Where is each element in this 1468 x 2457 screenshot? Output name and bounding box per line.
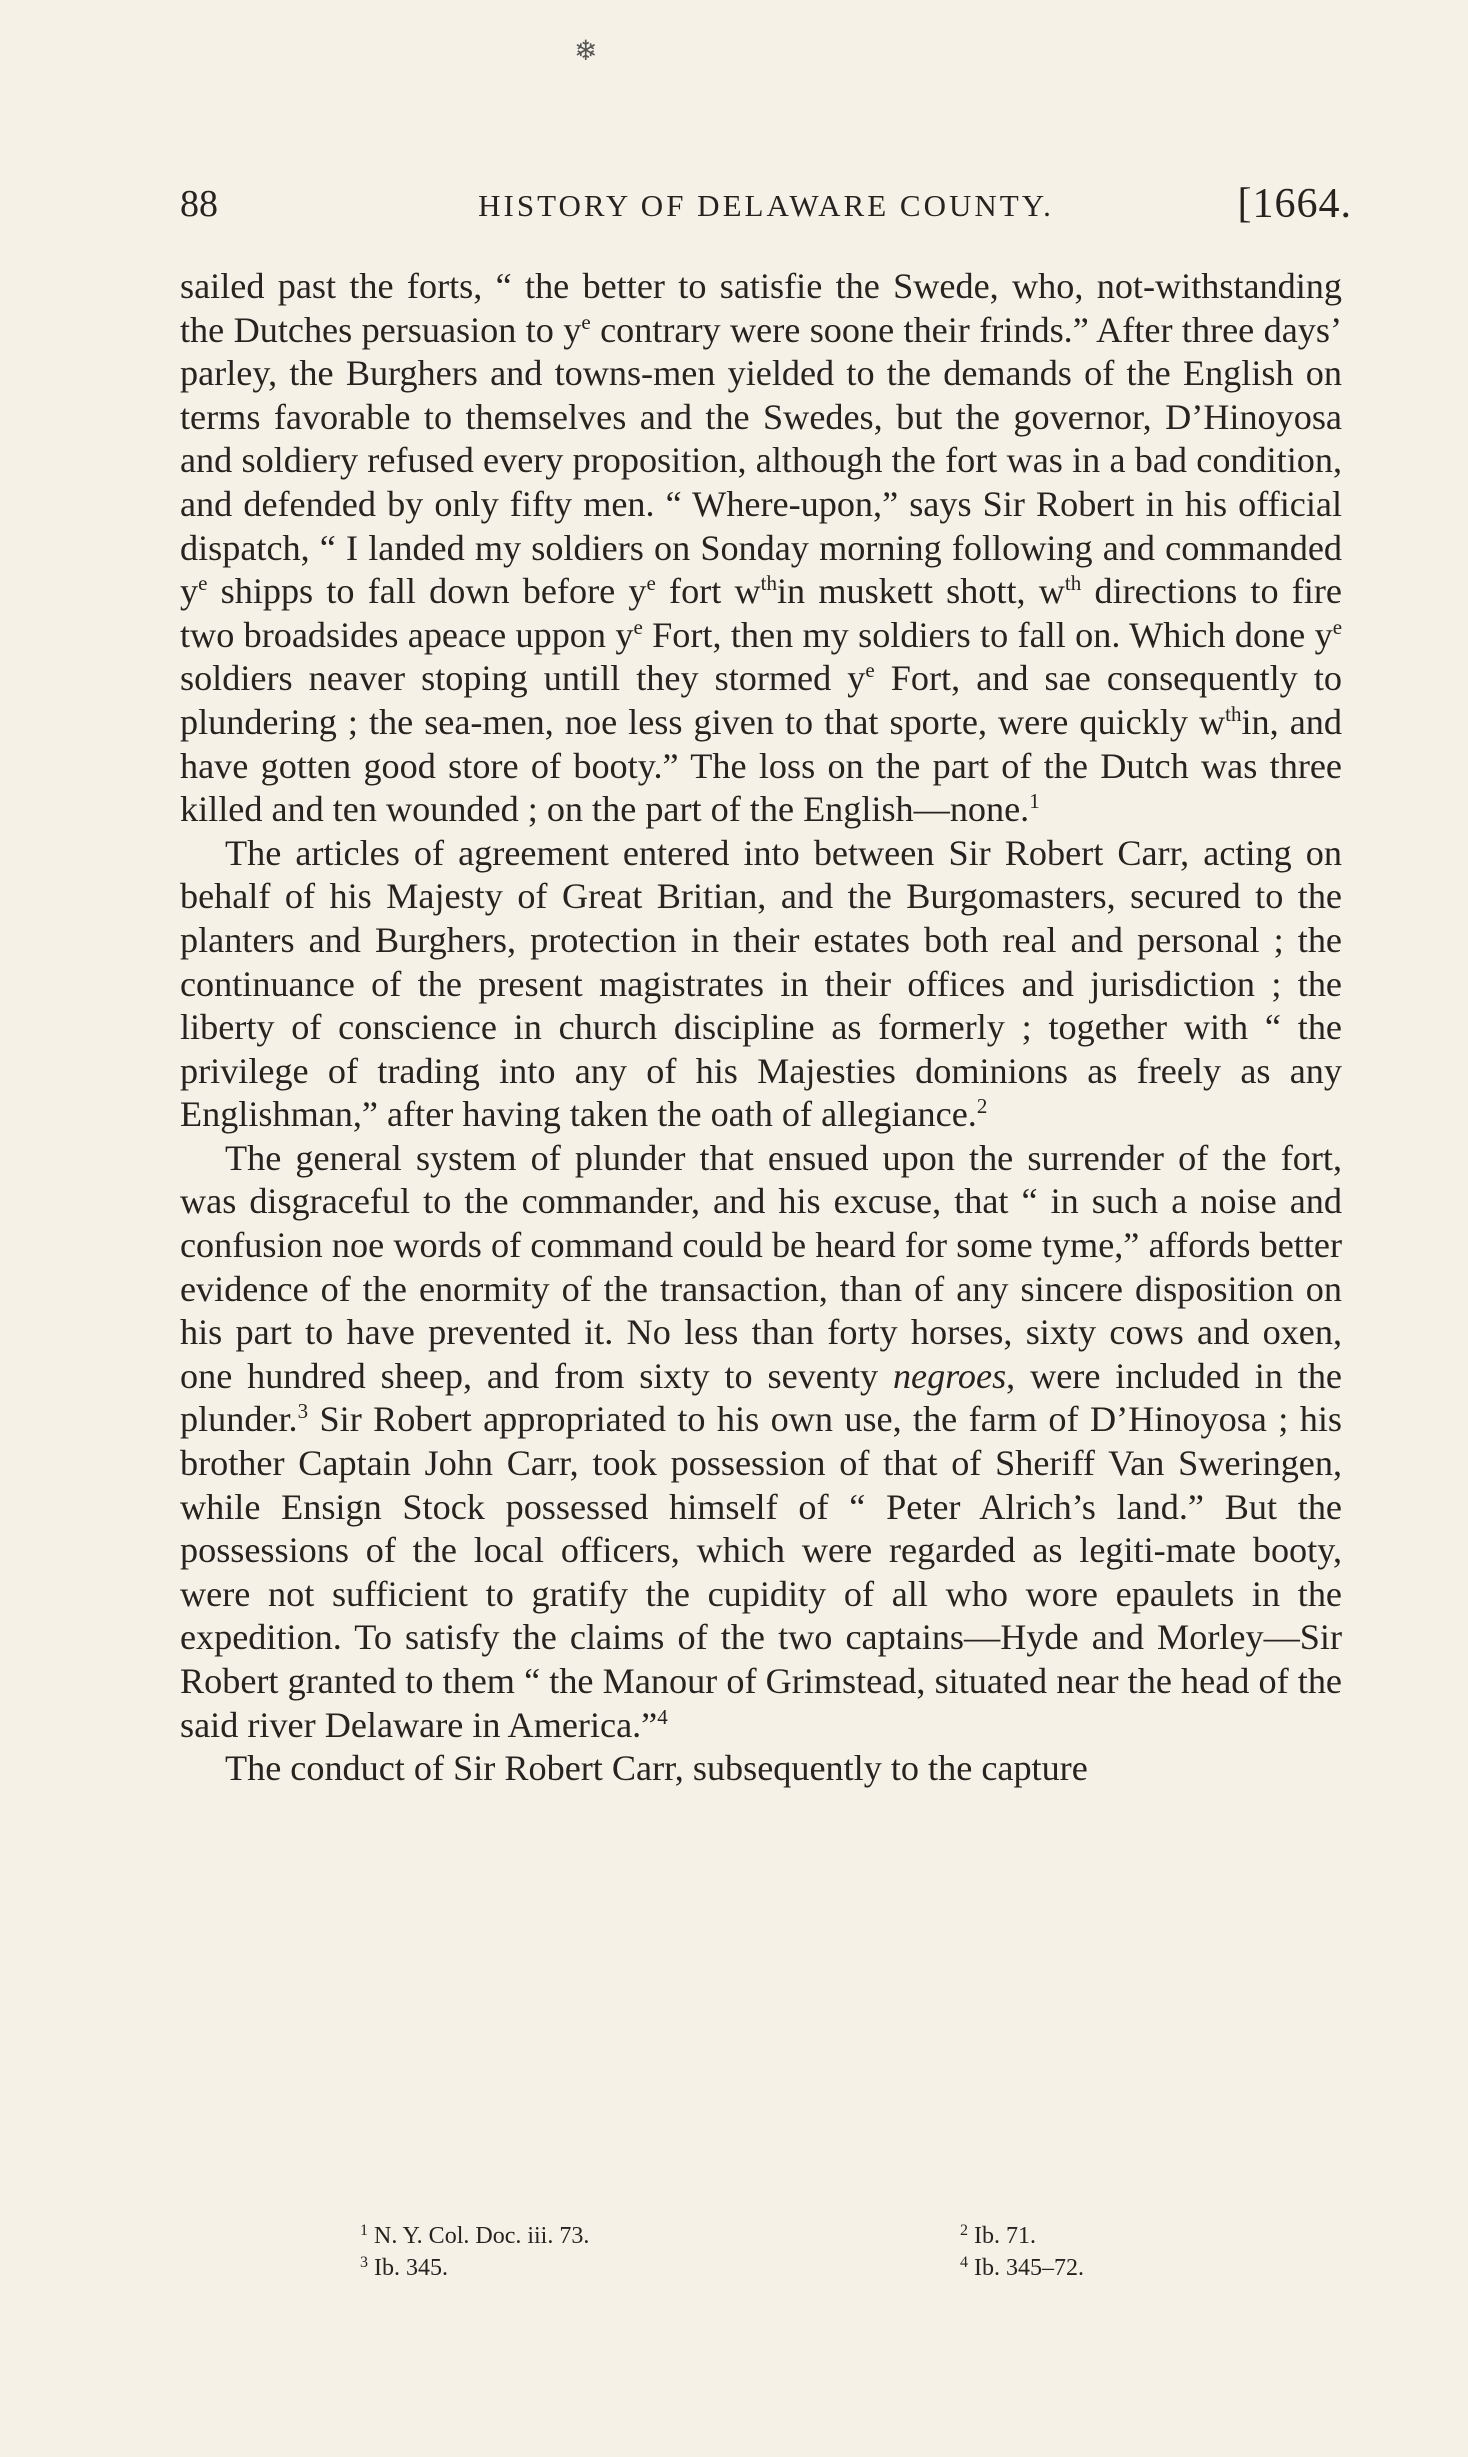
text-run: soldiers neaver stoping untill they stormed y: [180, 658, 866, 699]
running-title: HISTORY OF DELAWARE COUNTY.: [478, 188, 1054, 223]
text-run: , were included in the plunder.: [180, 1355, 1342, 1440]
text-run: The general system of plunder that ensued upon the surrender of the fort, was disgraceful to the commander, and his excuse, that “ in such a noise and confusion noe words of command could be heard for some tyme,” affords better evidence of the enormity of the transaction, than of any sincere disposition on his part to have prevented it. No less than forty horses, sixty cows and oxen, one hundred sheep, and from sixty to seventy: [180, 1137, 1342, 1396]
superscript: 1: [1029, 789, 1040, 814]
footnote-3: $^3$ Ib. 345.: [360, 2254, 448, 2281]
footnote-1: $^1$ N. Y. Col. Doc. iii. 73.: [360, 2222, 590, 2249]
italic-text: negroes: [892, 1355, 1007, 1396]
text-run: Fort, then my soldiers to fall on. Which done y: [642, 614, 1333, 655]
text-run: in muskett shott, w: [776, 571, 1065, 612]
text-run: The conduct of Sir Robert Carr, subsequently to the capture: [225, 1748, 1088, 1789]
text-run: contrary were soone their frinds.” After three days’ parley, the Burghers and towns-men yielded to the demands of the English on terms favorable to themselves and the Swedes, but the governor, D’Hinoyosa and soldiery refused every proposition, although the fort was in a bad condition, and defended by only fifty men. “ Where-upon,” says Sir Robert in his official dispatch, “ I landed my soldiers on Sonday morning following and commanded y: [180, 309, 1342, 612]
footnote-4: $^4$ Ib. 345–72.: [960, 2254, 1084, 2281]
paragraph: [180, 265, 1342, 832]
superscript: 3: [297, 1399, 309, 1424]
page-header: [180, 182, 1352, 242]
text-run: fort w: [655, 571, 761, 612]
text-run: The articles of agreement entered into between Sir Robert Carr, acting on behalf of his Majesty of Great Britian, and the Burgomasters, secured to the planters and Burghers, protection in their estates both real and personal ; the continuance of the present magistrates in their offices and jurisdiction ; the liberty of conscience in church discipline as formerly ; together with “ the privilege of trading into any of his Majesties dominions as freely as any Englishman,” after having taken the oath of allegiance.: [180, 832, 1342, 1135]
superscript: th: [1064, 571, 1082, 596]
text-run: in, and have gotten good store of booty.” The loss on the part of the Dutch was three killed and ten wounded ; on the part of the English—none.: [180, 701, 1342, 830]
superscript: e: [198, 571, 208, 596]
superscript: 4: [657, 1704, 668, 1729]
footnote-2: $^2$ Ib. 71.: [960, 2222, 1036, 2249]
print-mark: ❄: [574, 36, 598, 67]
text-run: Fort, and sae consequently to plundering ; the sea-men, noe less given to that sporte, were quickly w: [180, 658, 1342, 742]
superscript: e: [865, 658, 875, 683]
page-number: 88: [180, 183, 218, 225]
body-text: [180, 265, 1342, 1791]
text-run: shipps to fall down before y: [207, 571, 647, 612]
text-run: directions to fire two broadsides apeace uppon y: [180, 571, 1342, 655]
superscript: th: [1225, 701, 1242, 726]
text-run: Sir Robert appropriated to his own use, the farm of D’Hinoyosa ; his brother Captain John Carr, took possession of that of Sheriff Van Sweringen, while Ensign Stock possessed himself of “ Peter Alrich’s land.” But the possessions of the local officers, which were regarded as legiti-mate booty, were not sufficient to gratify the cupidity of all who wore epaulets in the expedition. To satisfy the claims of the two captains—Hyde and Morley—Sir Robert granted to them “ the Manour of Grimstead, situated near the head of the said river Delaware in America.”: [180, 1399, 1342, 1745]
superscript: e: [646, 571, 656, 596]
header-year: [1664.: [1237, 181, 1352, 227]
text-run: sailed past the forts, “ the better to satisfie the Swede, who, not-withstanding the Dutches persuasion to y: [180, 266, 1342, 350]
superscript: e: [633, 614, 643, 639]
superscript: 2: [976, 1094, 988, 1119]
paragraph: [180, 1137, 1342, 1747]
paragraph: [180, 1747, 1342, 1791]
superscript: th: [760, 571, 777, 596]
superscript: e: [581, 309, 591, 334]
paragraph: [180, 832, 1342, 1137]
superscript: e: [1332, 614, 1343, 639]
